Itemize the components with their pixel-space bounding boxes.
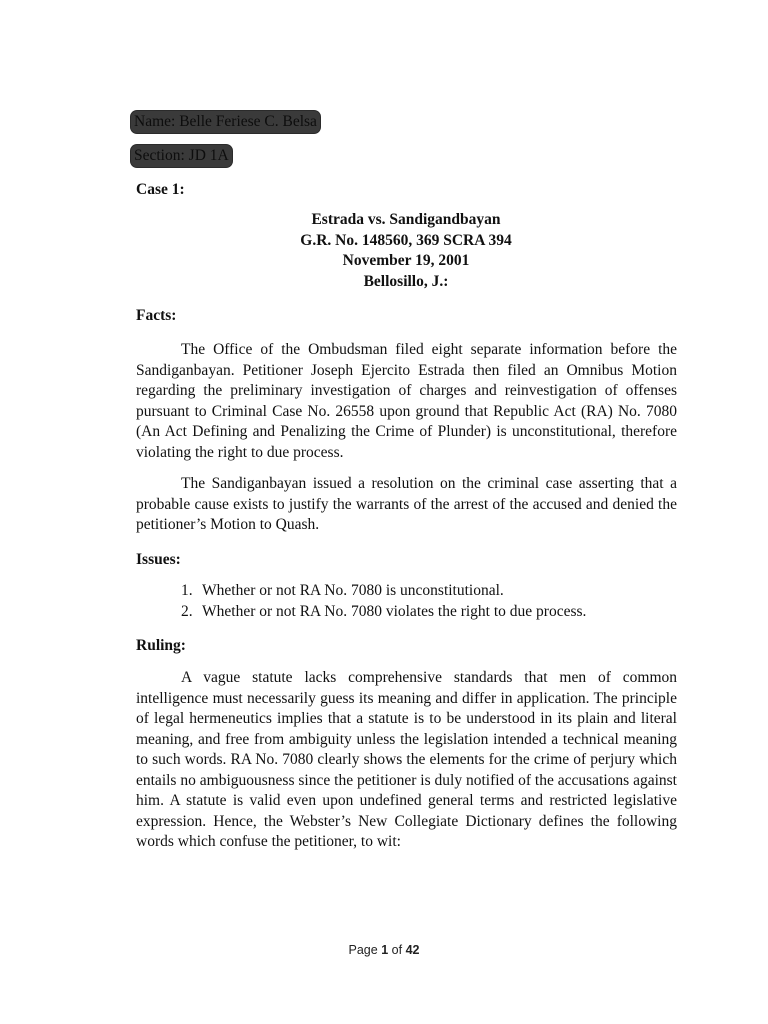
facts-heading: Facts:	[136, 307, 177, 324]
student-name-line: Name: Belle Feriese C. Belsa	[131, 111, 320, 133]
of-word: of	[391, 943, 403, 957]
list-item	[181, 602, 681, 623]
case-gr-number: G.R. No. 148560, 369 SCRA 394	[300, 231, 512, 249]
issue-number: 1.	[181, 582, 193, 599]
ruling-heading: Ruling:	[136, 637, 186, 654]
ruling-paragraph: A vague statute lacks comprehensive standards that men of common intelligence must necessarily guess its meaning and differ in application. The principle of legal hermeneutics implies that a statute is to be understood in its plain and literal meaning, and free from ambiguity unless the legislation intended a technical meaning to such words. RA No. 7080 clearly shows the elements for the crime of perjury which entails no ambiguousness since the petitioner is duly notified of the accusations against him. A statute is valid even upon undefined general terms and restricted legislative expression. Hence, the Webster’s New Collegiate Dictionary defines the following words which confuse the petitioner, to wit:	[136, 669, 677, 850]
total-pages-number: 42	[405, 943, 420, 957]
issue-text: Whether or not RA No. 7080 is unconstitutional.	[202, 582, 504, 599]
issue-text: Whether or not RA No. 7080 violates the right to due process.	[202, 602, 587, 620]
case-title-block	[136, 210, 676, 292]
case-label: Case 1:	[136, 181, 185, 198]
issue-number: 2.	[181, 602, 193, 620]
current-page-number: 1	[381, 943, 389, 957]
list-item	[181, 581, 681, 602]
student-section-line: Section: JD 1A	[131, 145, 232, 167]
case-ponente: Bellosillo, J.:	[363, 272, 449, 290]
facts-paragraph: The Sandiganbayan issued a resolution on the criminal case asserting that a probable cause exists to justify the warrants of the arrest of the accused and denied the petitioner’s Motion to Quash.	[136, 475, 677, 533]
facts-paragraph: The Office of the Ombudsman filed eight separate information before the Sandiganbayan. Petitioner Joseph Ejercito Estrada then filed an Omnibus Motion regarding the preliminary investigation of charges and reinvestigation of offenses pursuant to Criminal Case No. 26558 upon ground that Republic Act (RA) No. 7080 (An Act Defining and Penalizing the Crime of Plunder) is unconstitutional, therefore violating the right to due process.	[136, 341, 677, 461]
case-date: November 19, 2001	[342, 252, 470, 269]
case-title: Estrada vs. Sandigandbayan	[311, 211, 501, 228]
issues-heading: Issues:	[136, 551, 181, 568]
issues-list	[181, 581, 681, 622]
page-footer	[0, 943, 768, 957]
page-word: Page	[348, 943, 378, 957]
